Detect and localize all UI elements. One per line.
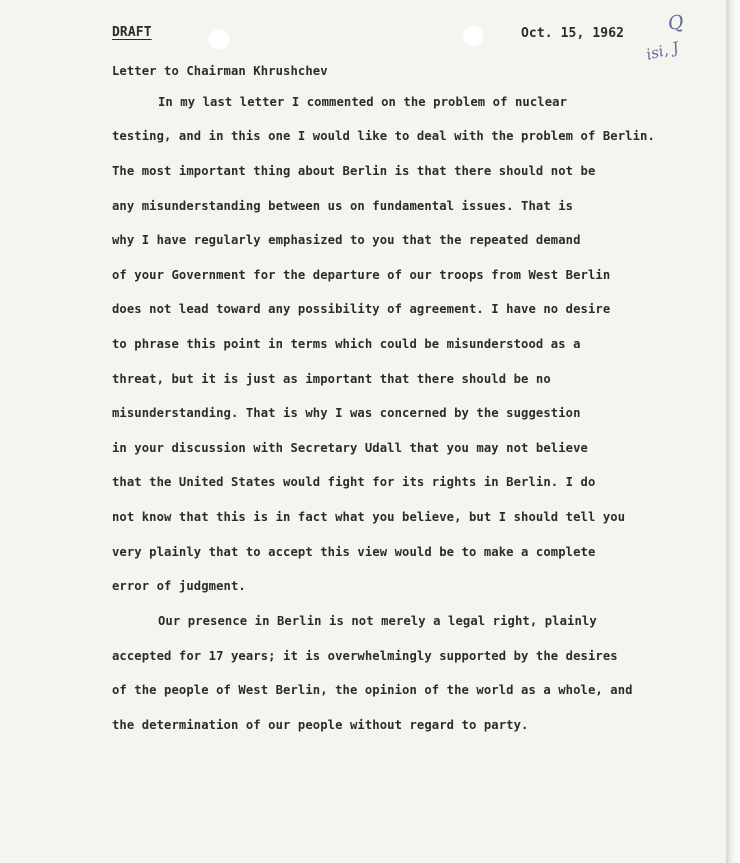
handwritten-note-2: isi, J <box>644 38 681 64</box>
paragraph-2-line-2: accepted for 17 years; it is overwhelmingly supported by the desires <box>112 649 618 663</box>
paragraph-1-line-6: of your Government for the departure of our troops from West Berlin <box>112 268 611 282</box>
handwritten-note-1: Q <box>666 11 686 35</box>
letter-salutation: Letter to Chairman Khrushchev <box>112 64 328 78</box>
paragraph-1-line-10: misunderstanding. That is why I was concerned by the suggestion <box>112 406 581 420</box>
paragraph-1-line-15: error of judgment. <box>112 579 246 593</box>
paragraph-1-line-4: any misunderstanding between us on fundamental issues. That is <box>112 199 574 213</box>
paragraph-1-line-8: to phrase this point in terms which could be misunderstood as a <box>112 337 581 351</box>
paragraph-1-line-7: does not lead toward any possibility of agreement. I have no desire <box>112 302 611 316</box>
paragraph-1-line-5: why I have regularly emphasized to you that the repeated demand <box>112 233 581 247</box>
punch-hole-right <box>462 25 484 47</box>
paragraph-1-line-2: testing, and in this one I would like to deal with the problem of Berlin. <box>112 129 655 143</box>
punch-hole-left <box>208 28 230 50</box>
draft-label: DRAFT <box>112 25 152 40</box>
paragraph-1-line-9: threat, but it is just as important that there should be no <box>112 372 551 386</box>
paragraph-2-line-3: of the people of West Berlin, the opinion of the world as a whole, and <box>112 683 633 697</box>
page-edge <box>726 0 740 863</box>
paragraph-1-line-3: The most important thing about Berlin is that there should not be <box>112 164 596 178</box>
paragraph-1-line-11: in your discussion with Secretary Udall that you may not believe <box>112 441 588 455</box>
paragraph-2-line-4: the determination of our people without regard to party. <box>112 718 529 732</box>
paragraph-1-line-14: very plainly that to accept this view would be to make a complete <box>112 545 596 559</box>
paragraph-1-line-12: that the United States would fight for its rights in Berlin. I do <box>112 475 596 489</box>
paragraph-1-line-13: not know that this is in fact what you believe, but I should tell you <box>112 510 626 524</box>
letter-date: Oct. 15, 1962 <box>521 26 625 41</box>
paragraph-2-line-1: Our presence in Berlin is not merely a legal right, plainly <box>158 614 597 628</box>
paragraph-1-line-1: In my last letter I commented on the problem of nuclear <box>158 95 568 109</box>
